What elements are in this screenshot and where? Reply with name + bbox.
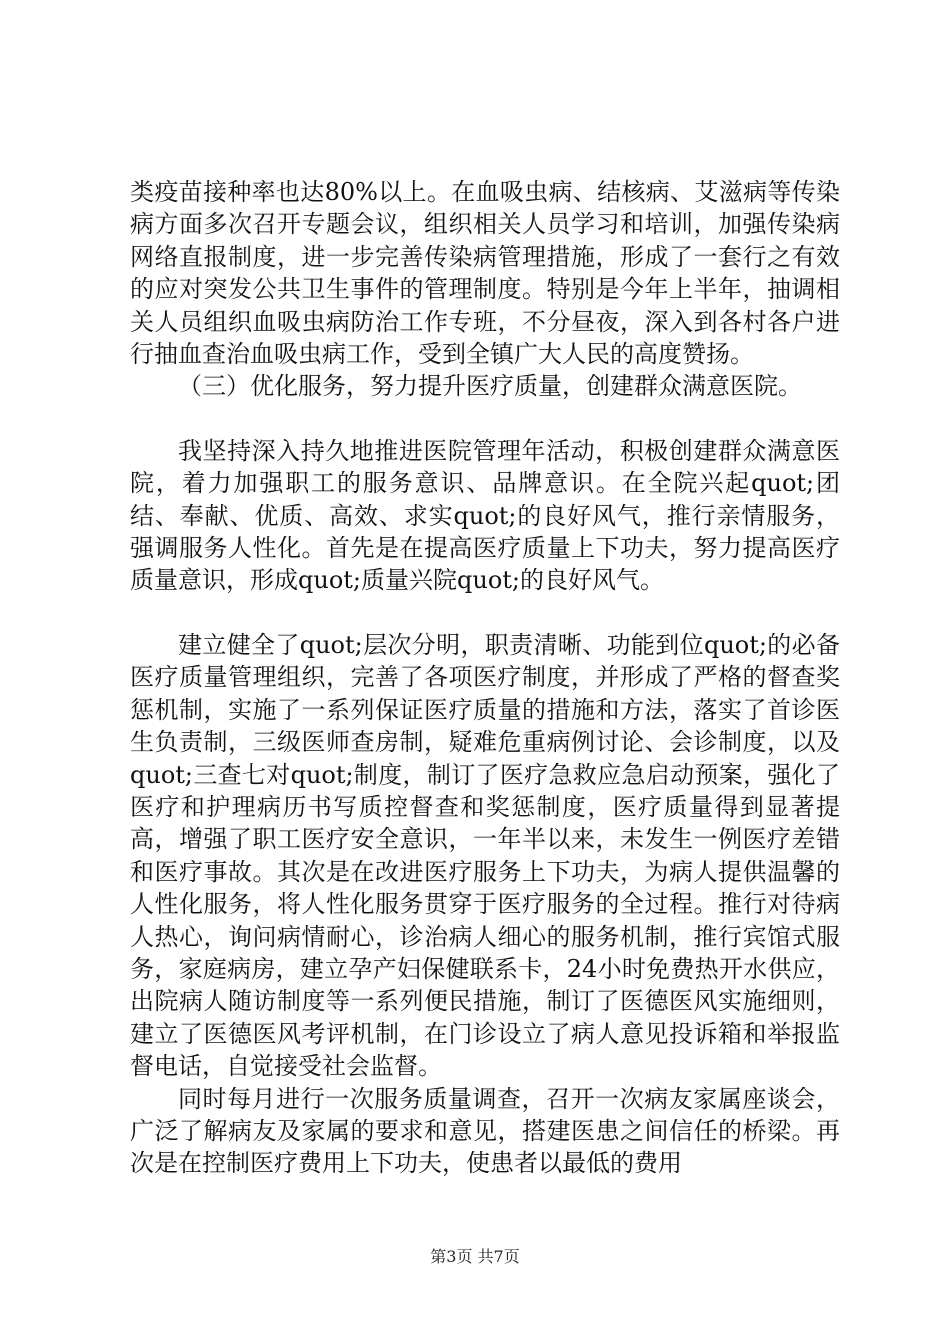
section-heading: （三）优化服务，努力提升医疗质量，创建群众满意医院。	[178, 372, 802, 401]
paragraph-management-year: 我坚持深入持久地推进医院管理年活动，积极创建群众满意医院，着力加强职工的服务意识、品牌意识。在全院兴起quot;团结、奉献、优质、高效、求实quot;的良好风气，推行亲情服务，强调服务人性化。首先是在提高医疗质量上下功夫，努力提高医疗质量意识，形成quot;质量兴院quot;的良好风气。	[130, 436, 840, 595]
paragraph-continuation: 类疫苗接种率也达80%以上。在血吸虫病、结核病、艾滋病等传染病方面多次召开专题会议，组织相关人员学习和培训，加强传染病网络直报制度，进一步完善传染病管理措施，形成了一套行之有效的应对突发公共卫生事件的管理制度。特别是今年上半年，抽调相关人员组织血吸虫病防治工作专班，不分昼夜，深入到各村各户进行抽血查治血吸虫病工作，受到全镇广大人民的高度赞扬。	[130, 178, 840, 369]
paragraph-monthly-survey: 同时每月进行一次服务质量调查，召开一次病友家属座谈会，广泛了解病友及家属的要求和意见，搭建医患之间信任的桥梁。再次是在控制医疗费用上下功夫，使患者以最低的费用	[130, 1084, 840, 1178]
document-body	[130, 176, 840, 1180]
paragraph-quality-system: 建立健全了quot;层次分明，职责清晰、功能到位quot;的必备医疗质量管理组织，完善了各项医疗制度，并形成了严格的督查奖惩机制，实施了一系列保证医疗质量的措施和方法，落实了首诊医生负责制，三级医师查房制，疑难危重病例讨论、会诊制度，以及quot;三查七对quot;制度，制订了医疗急救应急启动预案，强化了医疗和护理病历书写质控督查和奖惩制度，医疗质量得到显著提高，增强了职工医疗安全意识，一年半以来，未发生一例医疗差错和医疗事故。其次是在改进医疗服务上下功夫，为病人提供温馨的人性化服务，将人性化服务贯穿于医疗服务的全过程。推行对待病人热心，询问病情耐心，诊治病人细心的服务机制，推行宾馆式服务，家庭病房，建立孕产妇保健联系卡，24小时免费热开水供应，出院病人随访制度等一系列便民措施，制订了医德医风实施细则，建立了医德医风考评机制，在门诊设立了病人意见投诉箱和举报监督电话，自觉接受社会监督。	[130, 630, 840, 1081]
page-footer: 第3页 共7页	[430, 1247, 520, 1266]
